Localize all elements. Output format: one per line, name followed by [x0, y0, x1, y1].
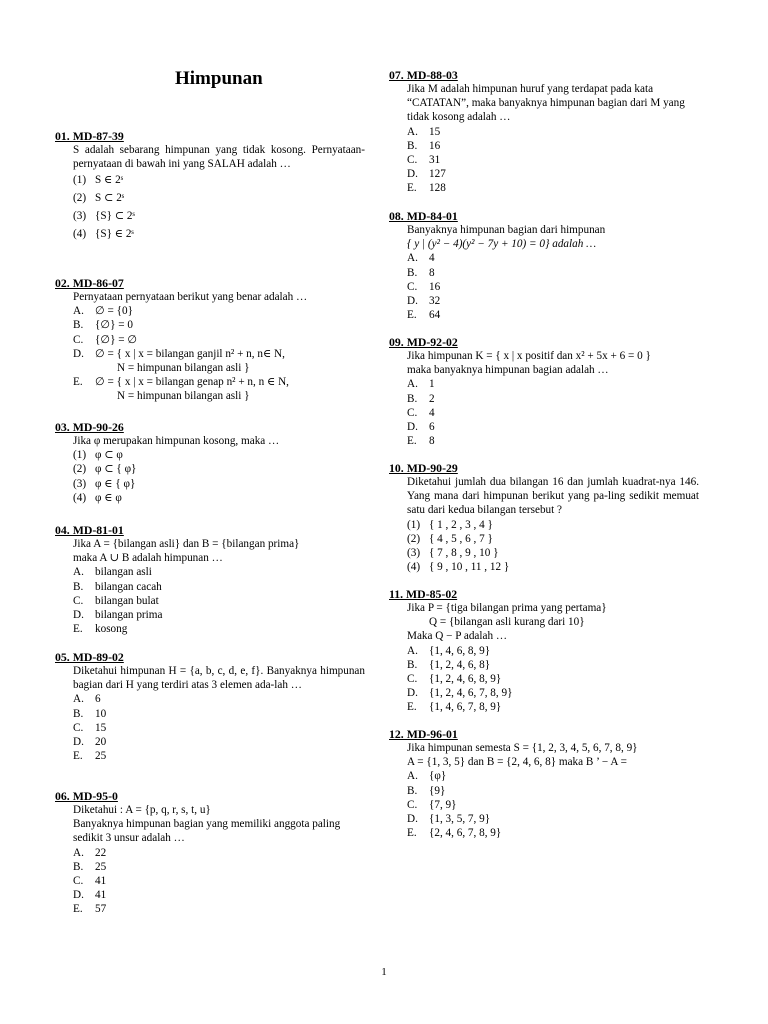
question-id: 04. MD-81-01: [55, 523, 124, 537]
option-text: bilangan asli: [95, 566, 152, 579]
option-text: 6: [95, 693, 101, 706]
option-label: A.: [73, 693, 84, 706]
option-text: 22: [95, 846, 107, 859]
question-id: 07. MD-88-03: [389, 68, 458, 82]
option-label: A.: [407, 125, 418, 138]
option-text: {∅} = ∅: [95, 333, 138, 346]
option-label: C.: [73, 333, 84, 346]
option-label: C.: [407, 154, 418, 167]
option-label: (2): [73, 192, 87, 205]
question-text: A = {1, 3, 5} dan B = {2, 4, 6, 8} maka B ’ − A =: [407, 756, 627, 769]
option-label: B.: [407, 658, 418, 671]
option-text: 127: [429, 168, 446, 181]
option-label: D.: [407, 168, 418, 181]
question-text: Diketahui himpunan H = {a, b, c, d, e, f}. Banyaknya himpunan bagian dari H yang terdiri atas 3 elemen ada-lah …: [73, 665, 365, 692]
option-label: A.: [407, 378, 418, 391]
option-text: bilangan bulat: [95, 594, 159, 607]
option-label: A.: [407, 644, 418, 657]
question-formula: { y | (y² − 4)(y² − 7y + 10) = 0} adalah …: [407, 238, 597, 251]
option-label: C.: [407, 280, 418, 293]
question-text: Q = {bilangan asli kurang dari 10}: [429, 616, 585, 629]
option-text: {1, 4, 6, 8, 9}: [429, 644, 491, 657]
option-label: B.: [407, 784, 418, 797]
option-text: 16: [429, 139, 441, 152]
option-text: 8: [429, 435, 435, 448]
option-text: φ ∈ { φ}: [95, 477, 136, 490]
question-text: Jika himpunan semesta S = {1, 2, 3, 4, 5, 6, 7, 8, 9}: [407, 742, 638, 754]
question-id: 09. MD-92-02: [389, 335, 458, 349]
option-label: C.: [73, 594, 84, 607]
option-text: 1: [429, 378, 435, 391]
question-text: Banyaknya himpunan bagian yang memiliki anggota paling sedikit 3 unsur adalah …: [73, 818, 341, 845]
option-label: E.: [407, 701, 417, 714]
option-text: 20: [95, 736, 107, 749]
option-label: B.: [73, 580, 84, 593]
question-07: [389, 68, 699, 196]
question-10: [389, 461, 699, 574]
option-text: ∅ = {0}: [95, 305, 133, 318]
question-id: 06. MD-95-0: [55, 789, 118, 803]
option-text: S ∈ 2ˢ: [95, 174, 124, 187]
question-text: Diketahui jumlah dua bilangan 16 dan jumlah kuadrat-nya 146. Yang mana dari himpunan berikut yang pa-ling sedikit memuat satu dari kedua bilangan tersebut ?: [407, 476, 699, 517]
option-text: kosong: [95, 623, 128, 636]
option-text: {1, 3, 5, 7, 9}: [429, 813, 491, 826]
option-text: N = himpunan bilangan asli }: [117, 390, 250, 403]
option-label: D.: [407, 421, 418, 434]
question-text: Jika himpunan K = { x | x positif dan x² + 5x + 6 = 0 }: [407, 350, 651, 362]
option-label: [73, 361, 95, 375]
option-text: ∅ = { x | x = bilangan ganjil n² + n, n∈ N,: [95, 347, 285, 360]
option-label: A.: [407, 252, 418, 265]
option-text: 2: [429, 392, 435, 405]
question-11: [389, 587, 699, 715]
option-label: (1): [73, 449, 87, 462]
option-text: φ ⊂ φ: [95, 449, 123, 462]
question-text: Diketahui : A = {p, q, r, s, t, u}: [73, 804, 211, 816]
question-09: [389, 335, 699, 448]
option-label: B.: [73, 319, 84, 332]
option-text: φ ∈ φ: [95, 491, 122, 504]
option-label: [73, 389, 95, 403]
question-id: 11. MD-85-02: [389, 587, 458, 601]
question-02: [55, 276, 365, 404]
option-label: D.: [73, 736, 84, 749]
option-label: (3): [73, 477, 87, 490]
question-text: Jika P = {tiga bilangan prima yang pertama}: [407, 602, 607, 614]
option-text: 31: [429, 154, 441, 167]
option-text: 15: [429, 125, 441, 138]
option-text: ∅ = { x | x = bilangan genap n² + n, n ∈ N,: [95, 376, 289, 389]
option-text: 4: [429, 252, 435, 265]
option-label: (4): [73, 491, 87, 504]
option-label: A.: [407, 770, 418, 783]
option-label: E.: [407, 435, 417, 448]
option-label: B.: [407, 392, 418, 405]
option-label: (3): [73, 210, 87, 223]
option-text: {∅} = 0: [95, 319, 133, 332]
option-text: N = himpunan bilangan asli }: [117, 362, 250, 375]
option-label: E.: [407, 182, 417, 195]
question-text: maka banyaknya himpunan bagian adalah …: [407, 364, 609, 377]
option-label: C.: [407, 673, 418, 686]
option-text: bilangan prima: [95, 609, 163, 622]
option-text: 4: [429, 406, 435, 419]
option-label: D.: [407, 295, 418, 308]
question-id: 08. MD-84-01: [389, 209, 458, 223]
option-text: {9}: [429, 784, 446, 797]
option-label: (1): [407, 518, 421, 531]
option-text: {1, 4, 6, 7, 8, 9}: [429, 701, 502, 714]
option-label: (3): [407, 547, 421, 560]
question-text: Jika φ merupakan himpunan kosong, maka …: [73, 435, 280, 447]
option-text: 57: [95, 903, 107, 916]
option-label: E.: [407, 309, 417, 322]
option-text: 32: [429, 295, 441, 308]
question-id: 03. MD-90-26: [55, 420, 124, 434]
option-text: 6: [429, 421, 435, 434]
question-text: Jika M adalah himpunan huruf yang terdapat pada kata “CATATAN”, maka banyaknya himpunan bagian dari M yang tidak kosong adalah …: [407, 83, 685, 124]
question-05: [55, 650, 365, 763]
option-text: 10: [95, 707, 107, 720]
option-text: 16: [429, 280, 441, 293]
option-label: B.: [407, 139, 418, 152]
option-label: A.: [73, 566, 84, 579]
option-label: (4): [73, 228, 87, 241]
question-01: [55, 129, 365, 243]
option-label: A.: [73, 846, 84, 859]
option-text: 25: [95, 750, 107, 763]
option-label: B.: [73, 860, 84, 873]
option-text: {1, 2, 4, 6, 8, 9}: [429, 673, 502, 686]
question-03: [55, 420, 365, 505]
option-text: { 9 , 10 , 11 , 12 }: [429, 561, 510, 574]
question-id: 10. MD-90-29: [389, 461, 458, 475]
option-label: C.: [407, 406, 418, 419]
question-text: Banyaknya himpunan bagian dari himpunan: [407, 224, 606, 236]
option-text: { 1 , 2 , 3 , 4 }: [429, 518, 493, 531]
option-label: A.: [73, 305, 84, 318]
option-text: S ⊂ 2ˢ: [95, 192, 125, 205]
question-06: [55, 789, 365, 917]
option-text: bilangan cacah: [95, 580, 162, 593]
option-label: B.: [407, 266, 418, 279]
option-label: (1): [73, 174, 87, 187]
option-text: {2, 4, 6, 7, 8, 9}: [429, 827, 502, 840]
option-label: B.: [73, 707, 84, 720]
question-text: Jika A = {bilangan asli} dan B = {bilangan prima}: [73, 538, 300, 550]
option-text: 41: [95, 889, 107, 902]
page-title: Himpunan: [175, 68, 263, 89]
option-label: C.: [407, 798, 418, 811]
option-text: {1, 2, 4, 6, 7, 8, 9}: [429, 687, 513, 700]
question-id: 05. MD-89-02: [55, 650, 124, 664]
option-text: φ ⊂ { φ}: [95, 463, 137, 476]
question-04: [55, 523, 365, 636]
option-label: D.: [407, 813, 418, 826]
question-12: [389, 727, 699, 840]
option-label: D.: [407, 687, 418, 700]
question-text: Maka Q − P adalah …: [407, 630, 508, 643]
question-08: [389, 209, 699, 322]
option-label: D.: [73, 347, 84, 360]
option-label: C.: [73, 875, 84, 888]
option-text: { 4 , 5 , 6 , 7 }: [429, 532, 493, 545]
option-text: {S} ∈ 2ˢ: [95, 228, 134, 241]
option-label: (4): [407, 561, 421, 574]
option-text: {1, 2, 4, 6, 8}: [429, 658, 491, 671]
option-text: {S} ⊂ 2ˢ: [95, 210, 135, 223]
option-label: E.: [73, 623, 83, 636]
option-text: 64: [429, 309, 441, 322]
option-label: E.: [73, 903, 83, 916]
option-label: D.: [73, 889, 84, 902]
question-id: 12. MD-96-01: [389, 727, 458, 741]
option-text: 15: [95, 721, 107, 734]
question-id: 02. MD-86-07: [55, 276, 124, 290]
option-label: E.: [407, 827, 417, 840]
question-text: maka A ∪ B adalah himpunan …: [73, 552, 223, 565]
option-label: E.: [73, 750, 83, 763]
option-text: 8: [429, 266, 435, 279]
option-label: D.: [73, 609, 84, 622]
option-label: C.: [73, 721, 84, 734]
page-number: 1: [381, 966, 387, 978]
option-text: 128: [429, 182, 446, 195]
option-label: (2): [407, 532, 421, 545]
option-text: 25: [95, 860, 107, 873]
option-text: { 7 , 8 , 9 , 10 }: [429, 547, 499, 560]
option-label: E.: [73, 376, 83, 389]
question-text: Pernyataan pernyataan berikut yang benar adalah …: [73, 291, 308, 303]
option-text: {7, 9}: [429, 798, 457, 811]
question-text: S adalah sebarang himpunan yang tidak kosong. Pernyataan-pernyataan di bawah ini yang SALAH adalah …: [73, 144, 365, 171]
option-label: (2): [73, 463, 87, 476]
option-text: 41: [95, 875, 107, 888]
question-id: 01. MD-87-39: [55, 129, 124, 143]
option-text: {φ}: [429, 770, 447, 783]
